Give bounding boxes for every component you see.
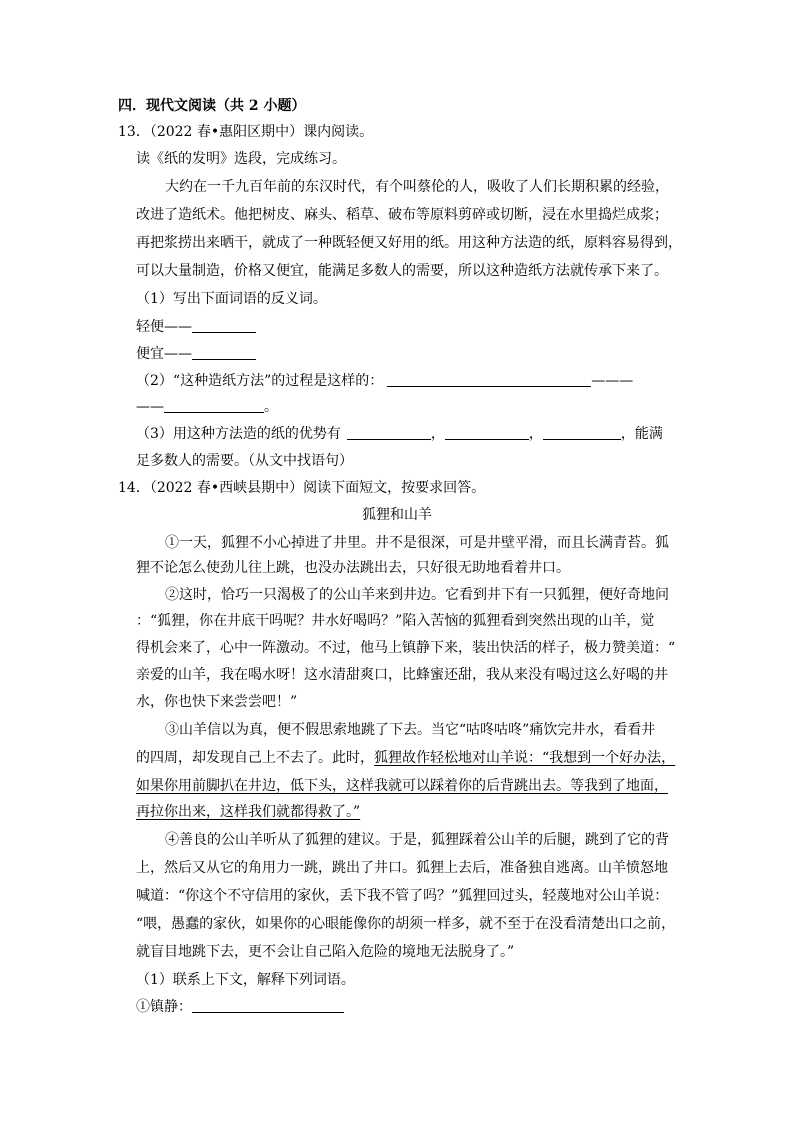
comma: ， — [528, 426, 543, 442]
q13-sub2 — [136, 371, 633, 391]
q13-instruction: 读《纸的发明》选段，完成练习。 — [136, 151, 346, 167]
story-line: ④善良的公山羊听从了狐狸的建议。于是，狐狸踩着公山羊的后腿，跳到了它的背 — [165, 832, 669, 848]
q14-header: 14．（2022 春•西峡县期中）阅读下面短文，按要求回答。 — [118, 480, 486, 496]
story-line — [136, 748, 675, 768]
q13-passage-line: 再把浆捞出来晒干，就成了一种既轻便又好用的纸。用这种方法造的纸，原料容易得到， — [136, 235, 682, 251]
story-line: “喂，愚蠢的家伙，如果你的心眼能像你的胡须一样多，就不至于在没看清楚出口之前， — [136, 916, 676, 932]
story-line: ③山羊信以为真，便不假思索地跳了下去。当它“咕咚咕咚”痛饮完井水，看看井 — [165, 722, 656, 738]
q13-sub3-cont: 足多数人的需要。（从文中找语句） — [136, 453, 353, 469]
story-line: 狸不论怎么使劲儿往上跳，也没办法跳出去，只好很无助地看着井口。 — [136, 560, 570, 576]
antonym-label: 轻便—— — [136, 319, 192, 335]
q13-antonym-1 — [136, 317, 256, 337]
sub3-tail: ，能满 — [620, 426, 663, 442]
story-line: 亲爱的山羊，我在喝水呀！这水清甜爽口，比蜂蜜还甜，我从来没有喝过这么好喝的井 — [136, 667, 668, 683]
story-line: 喊道：“你这个不守信用的家伙，丢下我不管了吗？”狐狸回过头，轻蔑地对公山羊说： — [136, 888, 669, 904]
q13-sub3 — [136, 424, 663, 444]
story-line: 上，然后又从它的角用力一跳，跳出了井口。狐狸上去后，准备独自逃离。山羊愤怒地 — [136, 860, 668, 876]
answer-blank[interactable] — [387, 372, 591, 387]
q13-passage-line: 大约在一千九百年前的东汉时代，有个叫蔡伦的人，吸收了人们长期积累的经验， — [165, 179, 669, 195]
story-line: 水，你也快下来尝尝吧！” — [136, 694, 298, 710]
answer-blank[interactable] — [445, 425, 529, 440]
underlined-sentence: 如果你用前脚扒在井边，低下头，这样我就可以踩着你的后背跳出去。等我到了地面， — [136, 778, 668, 794]
underlined-sentence: 狐狸故作轻松地对山羊说：“我想到一个好办法， — [374, 750, 676, 766]
q14-word1 — [136, 997, 344, 1017]
q13-header: 13．（2022 春•惠阳区期中）课内阅读。 — [118, 124, 374, 140]
plain-text: 的四周，却发现自己上不去了。此时， — [136, 750, 374, 766]
answer-blank[interactable] — [192, 998, 344, 1013]
section-heading: 四．现代文阅读（共 2 小题） — [118, 98, 306, 114]
sub3-text: （3）用这种方法造的纸的优势有 — [136, 426, 341, 442]
sub2-text: （2）“这种造纸方法”的过程是这样的： — [136, 373, 384, 389]
story-line: 得机会来了，心中一阵激动。不过，他马上镇静下来，装出快活的样子，极力赞美道：“ — [136, 640, 676, 656]
answer-blank[interactable] — [192, 318, 256, 333]
underlined-sentence: 再拉你出来，这样我们就都得救了。” — [136, 804, 361, 820]
q13-sub2-cont — [136, 397, 278, 417]
sub2-dash: ——— — [591, 373, 634, 389]
comma: ， — [430, 426, 445, 442]
q13-passage-line: 改进了造纸术。他把树皮、麻头、稻草、破布等原料剪碎或切断，浸在水里捣烂成浆； — [136, 207, 668, 223]
story-line: ①一天，狐狸不小心掉进了井里。井不是很深，可是井壁平滑，而且长满青苔。狐 — [165, 535, 669, 551]
q14-sub1: （1）联系上下文，解释下列词语。 — [136, 972, 355, 988]
q13-antonym-2 — [136, 344, 256, 364]
story-line: 就盲目地跳下去，更不会让自己陷入危险的境地无法脱身了。” — [136, 944, 515, 960]
answer-blank[interactable] — [347, 425, 431, 440]
sub2-end: 。 — [264, 399, 278, 415]
answer-blank[interactable] — [164, 398, 264, 413]
word-label: ①镇静： — [136, 999, 192, 1015]
q13-sub1: （1）写出下面词语的反义词。 — [136, 291, 327, 307]
q13-passage-line: 可以大量制造，价格又便宜，能满足多数人的需要，所以这种造纸方法就传承下来了。 — [136, 263, 668, 279]
story-line: ②这时，恰巧一只渴极了的公山羊来到井边。它看到井下有一只狐狸，便好奇地问 — [165, 587, 669, 603]
story-title: 狐狸和山羊 — [362, 507, 432, 523]
answer-blank[interactable] — [543, 425, 621, 440]
antonym-label: 便宜—— — [136, 346, 192, 362]
story-line: ：“狐狸，你在井底干吗呢？井水好喝吗？”陷入苦恼的狐狸看到突然出现的山羊，觉 — [136, 613, 655, 629]
answer-blank[interactable] — [192, 345, 256, 360]
sub2-dash2: —— — [136, 399, 164, 415]
